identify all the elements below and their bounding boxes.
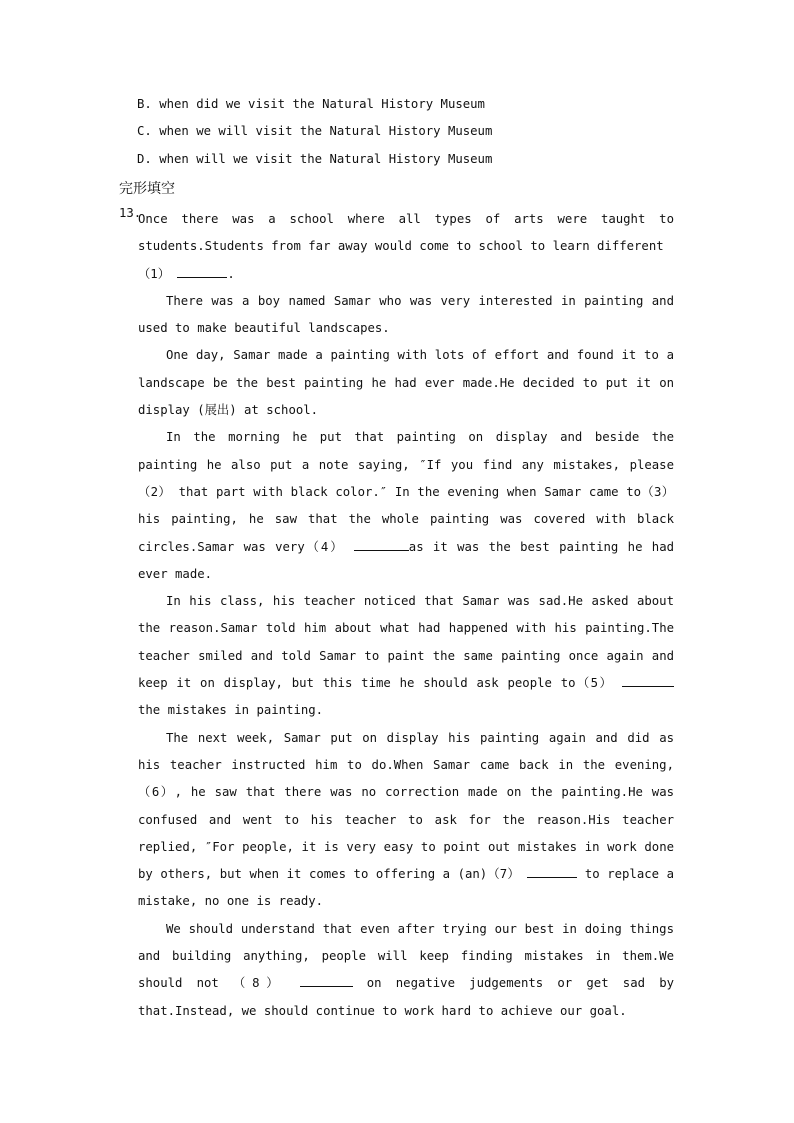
blank-4[interactable]: [354, 538, 409, 551]
blank-number-6: （6）: [138, 785, 175, 800]
question-number: 13.: [119, 206, 142, 220]
blank-number-2: （2）: [138, 484, 171, 499]
text-run: .: [227, 266, 235, 281]
text-run: , he saw that there was no correction made on the painting.He was confused and went to his teacher to ask for the reason.His teacher replied, ″For people, it is very easy to point out mistakes in work done by others, but when it comes to offering a (an): [138, 785, 675, 882]
blank-number-1: （1）: [138, 266, 170, 281]
option-d[interactable]: D. when will we visit the Natural History Museum: [137, 152, 493, 166]
paragraph-1: [138, 206, 674, 288]
blank-number-4: （4）: [304, 539, 345, 554]
passage: [138, 206, 674, 1025]
blank-5[interactable]: [622, 674, 674, 687]
blank-number-5: （5）: [575, 676, 614, 691]
blank-number-3: （3）: [641, 484, 675, 499]
text-run: that part with black color.″ In the evening when Samar came to: [170, 484, 642, 499]
paragraph-7: [138, 916, 674, 1025]
text-run: In his class, his teacher noticed that Samar was sad.He asked about the reason.Samar told him about what had happened with his painting.The teacher smiled and told Samar to paint the same painting once again and keep it on display, but this time he should ask people to: [138, 594, 674, 691]
option-b[interactable]: B. when did we visit the Natural History Museum: [137, 97, 485, 111]
blank-number-8: （8）: [233, 976, 286, 991]
text-run: The next week, Samar put on display his painting again and did as his teacher instructed him to do.When Samar came back in the evening,: [138, 730, 674, 772]
paragraph-5: [138, 588, 674, 724]
text-run: the mistakes in painting.: [138, 703, 324, 718]
text-run: to replace a mistake, no one is ready.: [138, 867, 674, 909]
text-run: In the morning he put that painting on display and beside the painting he also put a note saying, ″If you find any mistakes, please: [138, 430, 674, 472]
blank-7[interactable]: [527, 865, 577, 878]
paragraph-2: There was a boy named Samar who was very interested in painting and used to make beautiful landscapes.: [138, 293, 674, 336]
text-run: Once there was a school where all types of arts were taught to students.Students from far away would come to school to learn different: [138, 212, 674, 254]
option-c[interactable]: C. when we will visit the Natural History Museum: [137, 124, 493, 138]
blank-1[interactable]: [177, 265, 227, 278]
text-run: on negative judgements or get sad by that.Instead, we should continue to work hard to achieve our goal.: [138, 976, 675, 1018]
paragraph-3: One day, Samar made a painting with lots of effort and found it to a landscape be the best painting he had ever made.He decided to put it on display (展出) at school.: [138, 348, 674, 418]
text-run: his painting, he saw that the whole painting was covered with black circles.Samar was very: [138, 512, 674, 554]
paragraph-6: [138, 725, 674, 916]
blank-8[interactable]: [300, 974, 353, 987]
section-title: 完形填空: [119, 181, 175, 197]
blank-number-7: （7）: [487, 867, 520, 882]
paragraph-4: [138, 424, 674, 588]
text-run: as it was the best painting he had ever made.: [138, 539, 675, 581]
text-run: We should understand that even after trying our best in doing things and building anything, people will keep finding mistakes in them.We should not: [138, 921, 674, 991]
